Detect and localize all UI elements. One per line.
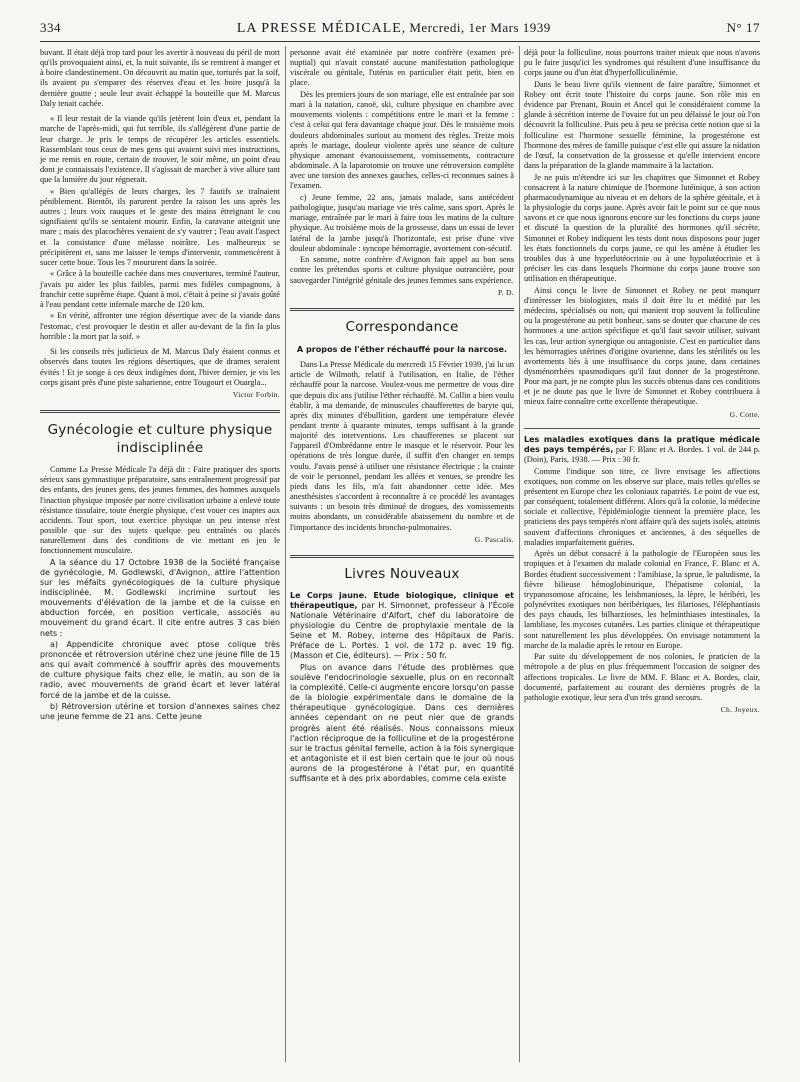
section-separator — [40, 410, 280, 413]
issue-number: N° 17 — [726, 20, 760, 35]
paragraph: Par suite du développement de nos colonies, le praticien de la métropole a de plus en plus fréquemment l'occasion de soigner des affections tropicales. Le livre de MM. F. Blanc et A. Bordes, clair, documenté, parfaitement au courant des dernières progrès de la pathologie exotique, leur sera d'un très grand secours. — [524, 652, 760, 702]
journal-title: LA PRESSE MÉDICALE — [236, 21, 402, 36]
paragraph: a) Appendicite chronique avec ptose colique très prononcée et rétroversion utérine chez une jeune fille de 15 ans qui avait commencé à souffrir après des mouvements de culture physique faits chez elle, le matin, au son de la radio, avec mouvements de grand écart et lever latéral forcé de la jambe et de la cuisse. — [40, 640, 280, 700]
paragraph: Ainsi conçu le livre de Simonnet et Robey ne peut manquer d'intéresser les biologistes, mais il doit être lu et médité par les médecins, spécialisés ou non, qui manient trop souvent la folliculine ou la progestérone au petit bonheur, sans se douter que chacune de ces hormones a une action spécifique et qu'il faut savoir utiliser, suivant les cas, leur action synergique ou antagoniste. C'est en particulier dans les hémorragies utérines d'origine ovarienne, dans les stérilités ou les avortements liés à une insuffisance du corps jaune, dans certaines dysménorrhées spasmodiques qu'il faut donner de la progestérone. Pour ma part, je ne compte plus les succès obtenus dans ces conditions et je ne doute pas que le livre de Simonnet et Robey contribuera à mieux faire connaître cette excellente thérapeutique. — [524, 285, 760, 407]
paragraph: Je ne puis m'étendre ici sur les chapitres que Simonnet et Robey consacrent à la nature chimique de l'hormone lutéinique, à son action pharmacodynamique au niveau et en dehors de la sphère génitale, et à la physiologie du corps jaune. Après avoir fait le point sur ce que nous savons et ce que nous ignorons encore sur les fonctions du corps jaune et discuté la question de la pluralité des hormones qu'il sécrète, Simonnet et Robey indiquent les tests dont nous disposons pour juger les états fonctionnels du corps jaune, ce qui les amène à étudier les troubles dus à une hyperlutéocrinie ou à une hypolutéocrinie et à préciser les cas dans lesquels l'hormone du corps jaune trouve son utilisation en thérapeutique. — [524, 172, 760, 284]
column-3 — [524, 48, 760, 719]
paragraph: Plus on avance dans l'étude des problèmes que soulève l'endocrinologie sexuelle, plus on en reconnaît la complexité. Celle-ci augmente encore lorsqu'on passe de la biologie expérimentale dans le domaine de la thérapeutique gynécologique. Dans ces dernières années cependant on ne peut nier que de grands progrès aient été réalisés. Nous connaissons mieux l'action réciproque de la folliculine et de la progestérone sur le tractus génital femelle, action à la fois synergique et antagoniste et il est bien certain que le jour où nous aurons de la progestérone à l'état pur, en quantité suffisante et à des prix abordables, comme cela existe — [290, 662, 514, 783]
paragraph: Si les conseils très judicieux de M. Marcus Daly étaient connus et observés dans toutes les régions désertiques, que de drames seraient évités ! Et je songe à ces deux indigènes dont, l'hiver dernier, je vis les corps gisant près d'une piste saharienne, entre Tougourt et Ouargla... — [40, 347, 280, 387]
paragraph: Comme l'indique son titre, ce livre envisage les affections exotiques, non comme on les observe sur place, mais telles qu'elles se présentent en Europe chez les coloniaux rapatriés. Le point de vue est, par conséquent, totalement différent. Alors qu'à la colonie, la médecine sociale et collective, l'épidémiologie tiennent la première place, les praticiens des pays tempérés n'ont affaire qu'à des sujets isolés, atteints souvent d'affections chroniques et anciennes, à des séquelles de maladies imparfaitement guéries. — [524, 466, 760, 547]
book-details: par F. Blanc et A. Bordes. 1 vol. de 244 p. (Doin), Paris, 1938. — Prix : 30 fr. — [524, 444, 761, 465]
paragraph: « Bien qu'allégés de leurs charges, les 7 fautifs se traînaient péniblement. Bientôt, ils parurent perdre la raison les uns après les autres ; leurs voix rauques et le geste des mains étreignant le cou signifiaient qu'ils se sentaient mourir. Enfin, la caravane atteignit une mare ; mais des placochères venaient de s'y vautrer ; l'eau avait l'aspect et la consistance d'une mélasse noirâtre. Les malheureux se précipitèrent et, sans me laisser le temps d'intervenir, commencèrent à sucer cette boue. Tous les 7 moururent dans la soirée. — [40, 186, 280, 267]
paragraph: « Il leur restait de la viande qu'ils jetèrent loin d'eux et, pendant la marche de l'après-midi, qui fut terrible, ils s'allégèrent d'une partie de leur charge. Je pris le temps de récupérer les articles essentiels. Rassemblant tous ceux de mes gens qui avaient suivi mes instructions, je me remis en route, certain de trouver, le soir même, un point d'eau dont je connaissais l'existence. Il s'agissait de marcher à vive allure tant que la lumière du jour régnerait. — [40, 114, 280, 185]
paragraph: buvant. Il était déjà trop tard pour les avertir à nouveau du péril de mort qu'ils provoquaient ainsi, et, la nuit suivante, ils se remirent à manger et à boire clandestinement. On découvrit au matin que, torturés par la soif, ils avaient pu s'emparer des réserves d'eau et les boire jusqu'à la dernière goutte ; seule leur avait échappé la bouteille que M. Marcus Daly tenait cachée. — [40, 48, 280, 108]
section-title-line: Gynécologie et culture physique — [47, 422, 273, 439]
paragraph: « En vérité, affronter une région désertique avec de la viande dans l'estomac, c'est provoquer le destin et aller au-devant de la fin la plus horrible : la mort par la soif. » — [40, 311, 280, 341]
paragraph: « Grâce à la bouteille cachée dans mes couvertures, terminé l'auteur, j'avais pu aider les plus faibles, parmi mes fidèles compagnons, à franchir cette suprême étape. Quant à moi, c'était à peine si j'avais goûté à l'eau pendant cette infernale marche de 120 km. — [40, 269, 280, 309]
section-title-livres: Livres Nouveaux — [344, 565, 460, 582]
paragraph: c) Jeune femme, 22 ans, jamais malade, sans antécédent pathologique, jusqu'au mariage vie très calme, sans sport. Après le mariage, entraînée par le mari à faire tous les matins de la culture physique. Au troisième mois de la grossesse, dans un essai de lever latéral de la jambe jusqu'à l'horizontale, est prise d'une vive douleur abdominale : syncope hémorragie, avortement con-sécutif. — [290, 192, 514, 253]
paragraph: Dans le beau livre qu'ils viennent de faire paraître, Simonnet et Robey ont écrit toute l'histoire du corps jaune. Son rôle mis en évidence par Prenant, Bouin et Ancel qui le considéraient comme la glande à sécrétion interne de l'ovaire fut un peu délaissé le jour où l'on découvrit la folliculine. Puis peu à peu se précisa cette notion que si la folliculine est l'hormone sexuelle féminine, la progestérone est l'hormone des mères de famille puisque c'est elle qui assure la nidation de l'œuf, la conservation de la grossesse et qu'elle intervient encore dans la préparation de la glande mammaire à la lactation. — [524, 79, 760, 171]
author-signature: Ch. Joyeux. — [720, 705, 760, 715]
paragraph: Dès les premiers jours de son mariage, elle est entraînée par son mari à la natation, canoë, ski, culture physique en chambre avec mouvements violents : compétitions entre le mari et la femme : c'est à celui qui fera davantage chaque jour. Dès le troisième mois douleurs abdominales surtout au moment des règles. Treize mois après le mariage, douleur violente après une séance de culture physique amenant évanouissement, vomissements, contracture abdominale. A la laparotomie on trouve une rétroversion complète avec une torsion des annexes gauches, celles-ci reconnues saines à l'examen. — [290, 90, 514, 191]
author-signature: Victor Forbin. — [232, 389, 280, 399]
author-signature: P. D. — [497, 287, 514, 297]
section-title-line: indisciplinée — [116, 440, 204, 457]
column-rule-2 — [519, 46, 520, 1062]
book-entry — [524, 435, 760, 465]
issue-date: Mercredi, 1er Mars 1939 — [409, 20, 551, 35]
section-separator — [524, 428, 760, 429]
section-title-correspondance: Correspondance — [345, 318, 459, 335]
page-number: 334 — [40, 20, 61, 35]
paragraph: Après un début consacré à la pathologie de l'Européen sous les tropiques et à l'examen du malade colonial en France, F. Blanc et A. Bordes étudient successivement : l'amibiase, la sprue, le paludisme, la fièvre bilieuse hémoglobinurique, l'hépatisme colonial, la trypanosomose africaine, les leishmanioses, la lèpre, le béribéri, les polynévrites exotiques non béribériques, les filarioses, l'éléphantiasis des pays chauds, les bilharzioses, les helminthiases intestinales, la lambliase, les mycoses cutanées. Les parties clinique et thérapeutique sont naturellement les plus développées. On envisage notamment la marche de la maladie après le retour en Europe. — [524, 549, 760, 650]
author-signature: G. Cotte. — [729, 409, 760, 419]
book-entry — [290, 591, 514, 662]
book-title: Les maladies exotiques dans la pratique médicale des pays tempérés, — [524, 434, 760, 454]
book-title: Le Corps jaune. Etude biologique, clinique et thérapeutique, — [290, 590, 514, 610]
page-header — [40, 20, 760, 40]
author-signature: G. Pascalis. — [474, 534, 514, 544]
paragraph: A la séance du 17 Octobre 1938 de la Société française de gynécologie, M. Godlewski, d'Avignon, attire l'attention sur les méfaits gynécologiques de la culture physique indisciplinée. M. Godlewski incrimine surtout les mouvements d'élévation de la jambe et de la cuisse en abduction forcée, en position verticale, associés au mouvement du grand écart. Il cite entre autres 3 cas bien nets : — [40, 557, 280, 638]
paragraph: b) Rétroversion utérine et torsion d'annexes saines chez une jeune femme de 21 ans. Cette jeune — [40, 702, 280, 722]
section-separator — [290, 308, 514, 311]
book-details: par H. Simonnet, professeur à l'École Nationale Vétérinaire d'Alfort, chef du laboratoire de physiologie du Centre de prophylaxie mentale de la Seine et M. Robey, interne des Hôpitaux de Paris. Préface de L. Portes. 1 vol. de 172 p. avec 19 fig. (Masson et Cie, éditeurs). — Prix : 50 fr. — [290, 600, 514, 661]
column-1 — [40, 48, 280, 724]
paragraph: personne avait été examinée par notre confrère (examen pré-nuptial) qui n'avait constaté aucune manifestation pathologique viscérale ou génitale, l'utérus en particulier était petit, bien en place. — [290, 48, 514, 88]
paragraph: En somme, notre confrère d'Avignon fait appel au bon sens contre les prétendus sports et culture physique outrancière, pour sauvegarder l'intégrité génitale des jeunes femmes sans expérience. — [290, 255, 514, 285]
paragraph: Dans La Presse Médicale du mercredi 15 Février 1939, j'ai lu un article de Wilmoth, relatif à l'utilisation, en Italie, de l'éther réchauffé pour la narcose. Voulez-vous me permettre de vous dire que depuis dix ans j'utilise l'éther réchauffé. M. Collin a bien voulu établir, à ma demande, de minuscules chaufferettes de baryte qui, après dix minutes d'ébullition, gardent une température élevée pendant trente à quarante minutes, temps suffisant à la grande majorité des interventions. Les chaufferettes se placent sur l'appareil d'Ombrédanne entre le masque et le réservoir. Pour les opérations de très longue durée, il suffit d'en changer en temps voulu. J'avais pensé à utiliser une résistance électrique ; la crainte de voir le personnel, pendant les allées et venues, se prendre les pieds dans les fils, m'a fait abandonner cette idée. Mes anesthésistes s'accordent à reconnaître à ce procédé les avantages suivants : un besoin très diminué de drogues, des vomissements moins abondants, un considérable abaissement du nombre et de l'importance des incidents broncho-pulmonaires. — [290, 360, 514, 532]
column-2 — [290, 48, 514, 785]
column-rule-1 — [285, 46, 286, 1062]
section-separator — [290, 555, 514, 558]
journal-header: LA PRESSE MÉDICALE, Mercredi, 1er Mars 1939 — [236, 20, 551, 36]
paragraph: Comme La Presse Médicale l'a déjà dit : Faire pratiquer des sports sérieux sans gymnastique préparatoire, sans entraînement progressif par des enfants, des jeunes gens, des jeunes femmes, des hommes auxquels l'inaction physique imposée par notre civilisation urbaine a enlevé toute résistance tissulaire, toute énergie physique, c'est vouer ces inaptes aux accidents. Tout sport, tout exercice physique un peu intense n'est possible que sur des sujets quelque peu entraînés ou placés naturellement dans des conditions de vie mettant en jeu le fonctionnement musculaire. — [40, 465, 280, 556]
paragraph: déjà pour la folliculine, nous pourrons traiter mieux que nous n'avons pu le faire jusqu'ici les syndromes qui résultent d'une insuffisance du corps jaune ou d'un état d'hyperfolliculinémie. — [524, 48, 760, 78]
section-title-gynecologie — [40, 421, 280, 457]
section-subtitle: A propos de l'éther réchauffé pour la narcose. — [296, 343, 508, 354]
header-rule — [40, 41, 760, 42]
